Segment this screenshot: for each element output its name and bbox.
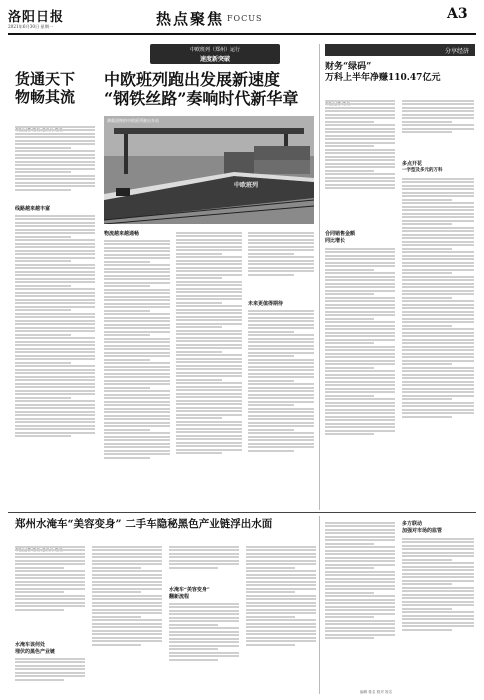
main-headline-line-1: 中欧班列跑出发展新速度 bbox=[104, 70, 281, 89]
right-col-b2 bbox=[402, 176, 474, 508]
photo-caption: 满载货物的中欧班列驶出车站 bbox=[107, 118, 159, 123]
body-col-3 bbox=[176, 230, 242, 508]
main-headline bbox=[104, 70, 314, 108]
body-col-4 bbox=[248, 230, 314, 298]
banner-line-2: 速度新突破 bbox=[199, 56, 230, 63]
right-subhead-1: 合同销售金额 bbox=[325, 231, 356, 237]
right-col-a2 bbox=[325, 246, 395, 508]
main-headline-line-2: “钢铁丝路”奏响时代新华章 bbox=[104, 89, 299, 108]
right-lower-subhead-1: 多方联动 bbox=[402, 521, 423, 527]
right-lower-col-a bbox=[325, 520, 395, 694]
section-en: FOCUS bbox=[227, 14, 263, 23]
banner-line-1: 中欧班列（郑州）运行 bbox=[189, 47, 240, 53]
subhead-future: 未来更值得期待 bbox=[248, 301, 284, 307]
section-divider bbox=[8, 512, 476, 513]
bottom-subhead-3: 水淹车“美容变身” bbox=[169, 587, 210, 593]
right-subhead-2: 同比增长 bbox=[325, 238, 346, 244]
subhead-routes: 线路越来越丰富 bbox=[15, 206, 51, 212]
body-col-2 bbox=[104, 238, 170, 508]
intro-text bbox=[15, 124, 95, 204]
right-headline-line-1: 财务“绿码” bbox=[325, 62, 372, 72]
masthead-rule bbox=[8, 33, 476, 35]
bottom-subhead-4: 翻新流程 bbox=[169, 594, 190, 600]
right-lower-subhead-2: 加强对市场的监管 bbox=[402, 528, 443, 534]
right-headline-line-2: 万科上半年净赚110.47亿元 bbox=[325, 73, 441, 83]
subhead-logistics: 物流越来越通畅 bbox=[104, 231, 140, 237]
train-photo bbox=[104, 116, 314, 224]
left-headline bbox=[15, 70, 95, 106]
right-col-a bbox=[325, 98, 395, 228]
right-tag-label: 分享经济 bbox=[444, 48, 469, 55]
bottom-col-3 bbox=[169, 544, 239, 584]
bottom-headline: 郑州水淹车“美容变身” 二手车隐秘黑色产业链浮出水面 bbox=[15, 518, 273, 530]
paper-logo: 洛阳日报 bbox=[8, 10, 65, 25]
right-headline bbox=[325, 62, 475, 84]
right-col-b bbox=[402, 98, 474, 158]
right-tag bbox=[325, 44, 475, 56]
masthead bbox=[0, 0, 484, 42]
bottom-column-divider bbox=[319, 516, 320, 694]
footer-line: 编辑 姓名 校对 姓名 bbox=[360, 690, 393, 694]
date-line: 2021年6月30日 星期一 bbox=[8, 24, 54, 29]
bottom-subhead-2: 埋伏的黑色产业链 bbox=[15, 649, 56, 655]
column-divider bbox=[319, 44, 320, 510]
train-lettering: 中欧班列 bbox=[234, 182, 259, 189]
right-subhead-3: 多点开花 bbox=[402, 161, 423, 167]
bottom-col-3b bbox=[169, 601, 239, 694]
body-col-4b bbox=[248, 308, 314, 508]
bottom-col-4 bbox=[246, 544, 316, 694]
right-lower-col-b bbox=[402, 536, 474, 686]
page-number: A3 bbox=[447, 6, 468, 22]
section-title: 热点聚焦 bbox=[156, 10, 225, 28]
body-col-1 bbox=[15, 213, 95, 508]
bottom-col-2 bbox=[92, 544, 162, 694]
left-headline-line-1: 货通天下 bbox=[15, 70, 76, 88]
train-photo-illustration bbox=[104, 116, 314, 224]
bottom-subhead-1: 水淹车该何处 bbox=[15, 642, 46, 648]
bottom-col-1 bbox=[15, 544, 85, 640]
bottom-col-1b bbox=[15, 656, 85, 694]
left-headline-line-2: 物畅其流 bbox=[15, 88, 76, 106]
right-subhead-4: 一字型及多元的万科 bbox=[402, 168, 443, 173]
story-banner bbox=[150, 44, 280, 64]
